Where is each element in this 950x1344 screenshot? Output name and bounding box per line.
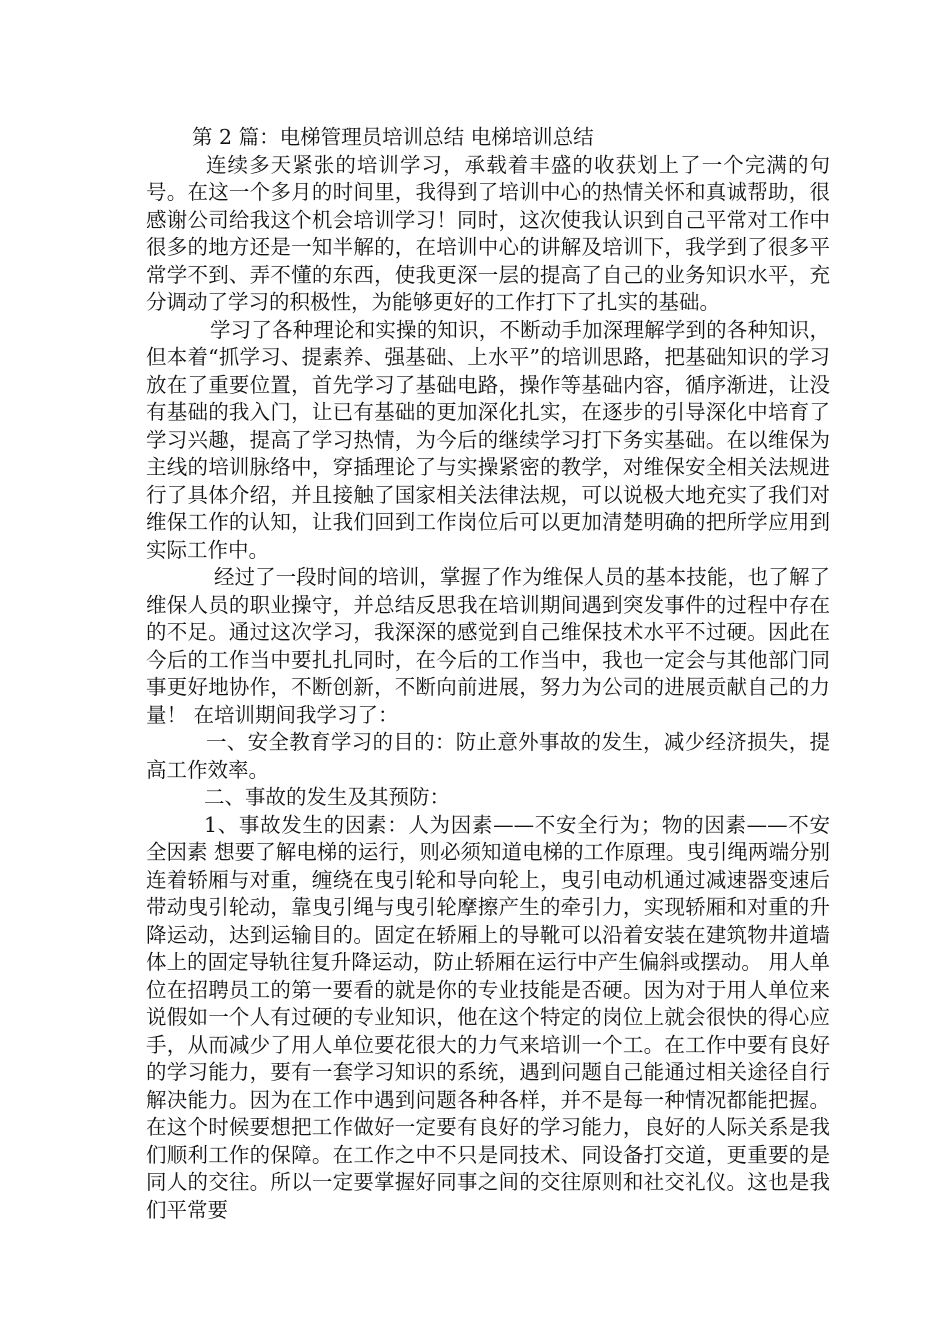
paragraph-accident-factors: 1、事故发生的因素：人为因素——不安全行为；物的因素——不安全因素 想要了解电梯的运行，则必须知道电梯的工作原理。曳引绳两端分别连着轿厢与对重，缠绕在曳引轮和导向轮上，曳引电动机通过减速器变速后带动曳引轮动，靠曳引绳与曳引轮摩擦产生的牵引力，实现轿厢和对重的升降运动，达到运输目的。固定在轿厢上的导靴可以沿着安装在建筑物井道墙体上的固定导轨往复升降运动，防止轿厢在运行中产生偏斜或摆动。 用人单位在招聘员工的第一要看的就是你的专业技能是否硬。因为对于用人单位来说假如一个人有过硬的专业知识，他在这个特定的岗位上就会很快的得心应手，从而减少了用人单位要花很大的力气来培训一个工。在工作中要有良好的学习能力，要有一套学习知识的系统，遇到问题自己能通过相关途径自行解决能力。因为在工作中遇到问题各种各样，并不是每一种情况都能把握。在这个时候要想把工作做好一定要有良好的学习能力，良好的人际关系是我们顺利工作的保障。在工作之中不只是同技术、同设备打交道，更重要的是同人的交往。所以一定要掌握好同事之间的交往原则和社交礼仪。这也是我们平常要: [146, 812, 830, 1222]
paragraph-theory-practice: 学习了各种理论和实操的知识，不断动手加深理解学到的各种知识，但本着“抓学习、提素养、强基础、上水平”的培训思路，把基础知识的学习放在了重要位置，首先学习了基础电路，操作等基础内容，循序渐进，让没有基础的我入门，让已有基础的更加深化扎实，在逐步的引导深化中培育了学习兴趣，提高了学习热情，为今后的继续学习打下务实基础。在以维保为主线的培训脉络中，穿插理论了与实操紧密的教学，对维保安全相关法规进行了具体介绍，并且接触了国家相关法律法规，可以说极大地充实了我们对维保工作的认知，让我们回到工作岗位后可以更加清楚明确的把所学应用到实际工作中。: [146, 317, 830, 562]
paragraph-safety-education: 一、安全教育学习的目的：防止意外事故的发生，减少经济损失，提高工作效率。: [146, 730, 830, 782]
document-title: 第 2 篇：电梯管理员培训总结 电梯培训总结: [192, 125, 594, 149]
paragraph-accident-prevention: 二、事故的发生及其预防：: [204, 785, 450, 809]
paragraph-training-summary: 连续多天紧张的培训学习，承载着丰盛的收获划上了一个完满的句号。在这一个多月的时间里，我得到了培训中心的热情关怀和真诚帮助，很感谢公司给我这个机会培训学习！同时，这次使我认识到自己平常对工作中很多的地方还是一知半解的，在培训中心的讲解及培训下，我学到了很多平常学不到、弄不懂的东西，使我更深一层的提高了自己的业务知识水平，充分调动了学习的积极性，为能够更好的工作打下了扎实的基础。: [146, 152, 830, 314]
document-body: [146, 124, 830, 1224]
paragraph-reflection: 经过了一段时间的培训，掌握了作为维保人员的基本技能，也了解了维保人员的职业操守，并总结反思我在培训期间遇到突发事件的过程中存在的不足。通过这次学习，我深深的感觉到自己维保技术水平不过硬。因此在今后的工作当中要扎扎同时，在今后的工作当中，我也一定会与其他部门同事更好地协作，不断创新，不断向前进展，努力为公司的进展贡献自己的力量！ 在培训期间我学习了：: [146, 565, 830, 727]
